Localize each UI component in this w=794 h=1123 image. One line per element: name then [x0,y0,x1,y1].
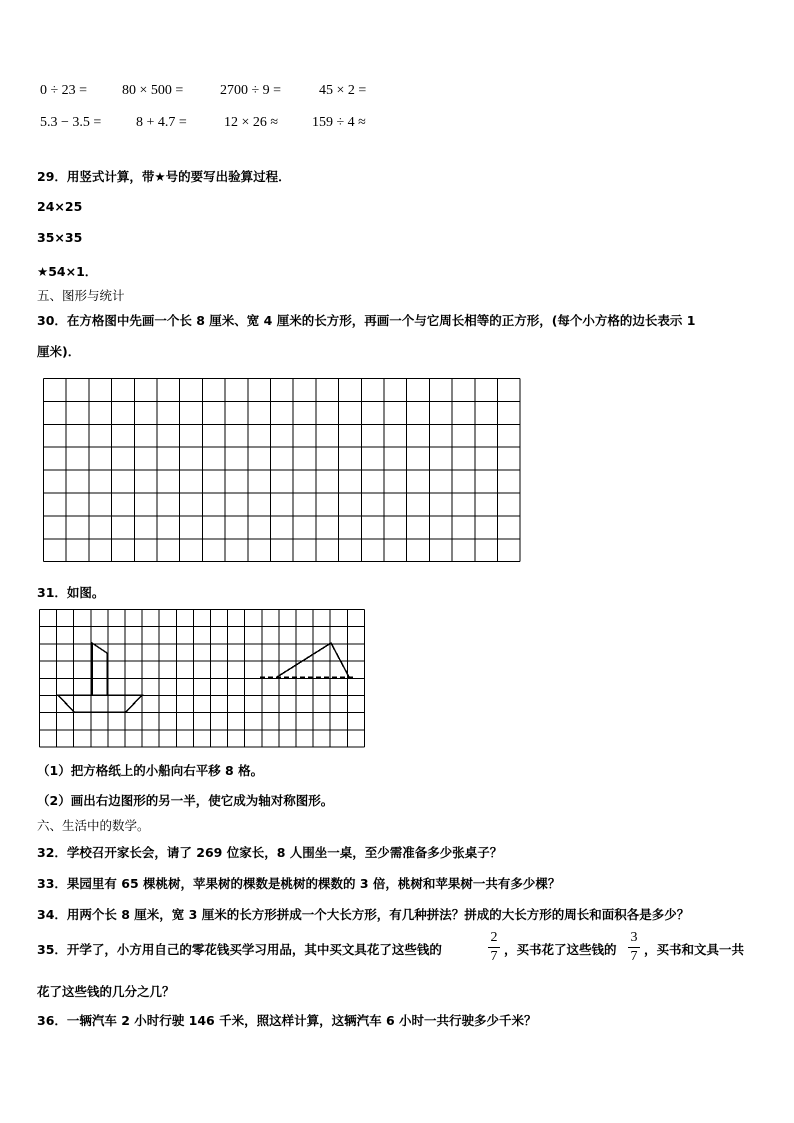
question-36: 36．一辆汽车 2 小时行驶 146 千米，照这样计算，这辆汽车 6 小时一共行驶多少千米？ [37,1013,537,1028]
question-29-title: 29．用竖式计算，带★号的要写出验算过程． [37,169,291,184]
boat-sail [92,643,107,695]
fraction-3-7 [628,930,640,965]
boat-hull [58,695,142,712]
fraction-denominator: 7 [490,949,498,964]
arith-item: 45 × 2 = [319,83,367,98]
fraction-2-7 [488,930,500,965]
question-31-sub-1: （1）把方格纸上的小船向右平移 8 格。 [37,763,264,778]
question-29-item: 24×25 [37,199,83,214]
question-34: 34．用两个长 8 厘米，宽 3 厘米的长方形拼成一个大长方形，有几种拼法？拼成的大长方形的周长和面积各是多少？ [37,907,690,922]
question-31-sub-2: （2）画出右边图形的另一半，使它成为轴对称图形。 [37,793,334,808]
section-heading: 六、生活中的数学。 [37,818,150,833]
question-30-line-2: 厘米)． [37,344,81,359]
question-35-part-1: 35．开学了，小方用自己的零花钱买学习用品，其中买文具花了这些钱的 [37,942,442,957]
arith-item: 0 ÷ 23 = [40,83,88,98]
question-29-item: 35×35 [37,230,83,245]
figure-grid [38,609,368,751]
question-32: 32．学校召开家长会，请了 269 位家长，8 人围坐一桌，至少需准备多少张桌子？ [37,845,503,860]
arith-item: 159 ÷ 4 ≈ [312,115,366,130]
question-30-line-1: 30．在方格图中先画一个长 8 厘米、宽 4 厘米的长方形，再画一个与它周长相等的正方形，(每个小方格的边长表示 1 [37,313,696,328]
arith-item: 12 × 26 ≈ [224,115,279,130]
arith-item: 5.3 − 3.5 = [40,115,102,130]
question-35-line-2: 花了这些钱的几分之几？ [37,984,175,999]
section-heading: 五、图形与统计 [37,288,125,303]
fraction-numerator: 2 [490,930,498,945]
question-31-title: 31．如图。 [37,585,105,600]
question-35-part-2: ，买书花了这些钱的 [504,942,617,957]
question-35-part-3: ，买书和文具一共 [644,942,745,957]
arith-item: 2700 ÷ 9 = [220,83,282,98]
question-33: 33．果园里有 65 棵桃树，苹果树的棵数是桃树的棵数的 3 倍，桃树和苹果树一共有多少棵？ [37,876,561,891]
fraction-numerator: 3 [630,930,638,945]
arith-item: 8 + 4.7 = [136,115,187,130]
square-grid [43,378,524,564]
arith-item: 80 × 500 = [122,83,184,98]
fraction-denominator: 7 [630,949,638,964]
boat-shape [58,643,142,712]
question-29-item: ★54×1． [37,264,98,279]
